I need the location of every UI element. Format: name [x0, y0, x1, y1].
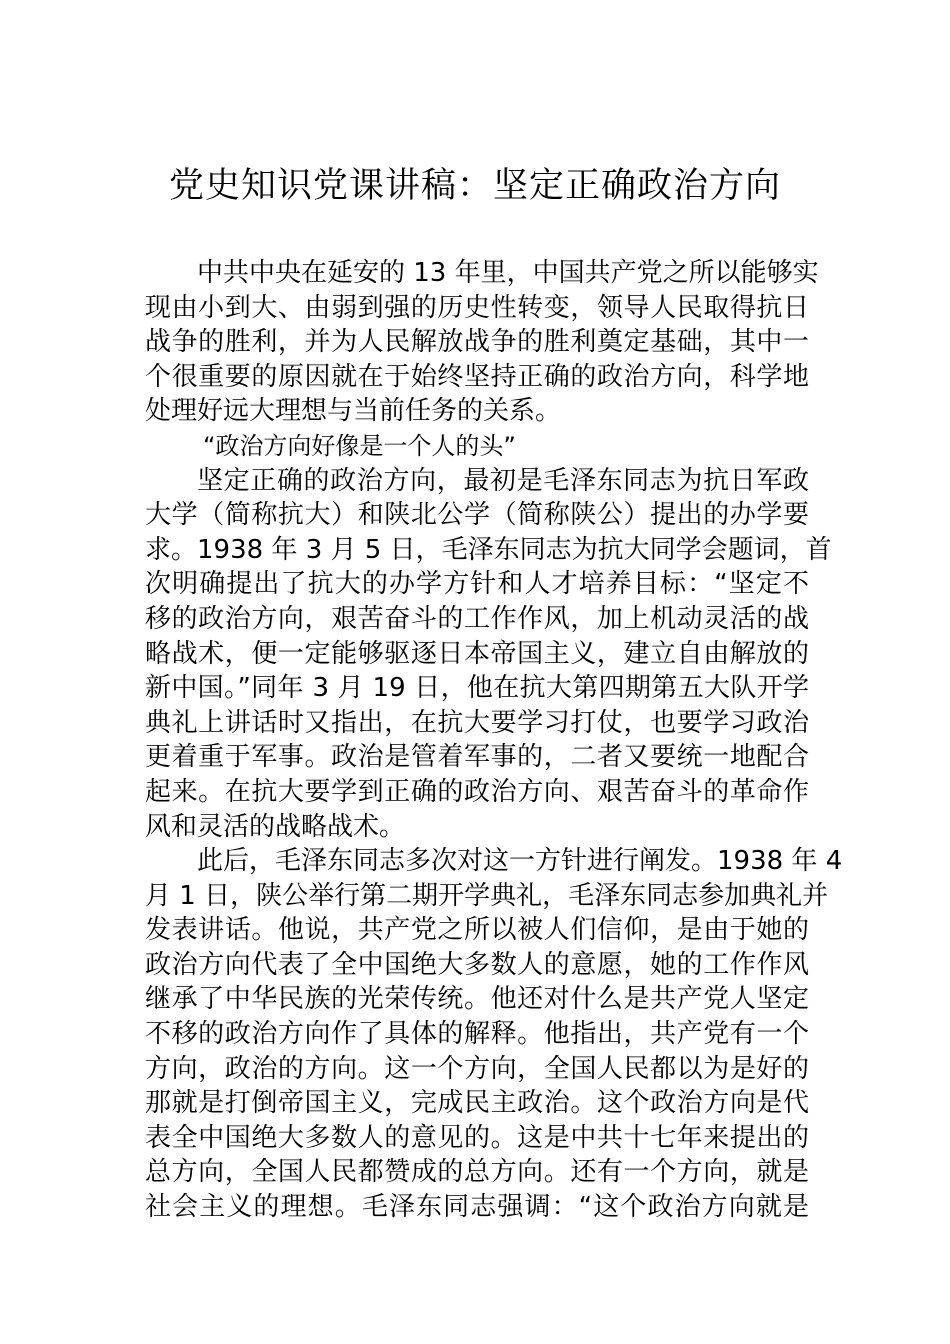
text-line: 总方向，全国人民都赞成的总方向。还有一个方向，就是 — [145, 1157, 809, 1188]
text-line: 政治方向代表了全中国绝大多数人的意愿，她的工作作风 — [145, 949, 809, 980]
text-line: 坚定正确的政治方向，最初是毛泽东同志为抗日军政 — [197, 465, 809, 496]
text-line: 典礼上讲话时又指出，在抗大要学习打仗，也要学习政治 — [145, 707, 809, 738]
text-line: 次明确提出了抗大的办学方针和人才培养目标：“坚定不 — [145, 569, 809, 600]
text-line: 现由小到大、由弱到强的历史性转变，领导人民取得抗日 — [145, 292, 809, 323]
text-line: 社会主义的理想。毛泽东同志强调：“这个政治方向就是 — [145, 1192, 809, 1223]
text-line: 继承了中华民族的光荣传统。他还对什么是共产党人坚定 — [145, 984, 809, 1015]
document-title: 党史知识党课讲稿：坚定正确政治方向 — [168, 166, 781, 206]
text-line: 表全中国绝大多数人的意见的。这是中共十七年来提出的 — [145, 1122, 809, 1153]
text-line: 此后，毛泽东同志多次对这一方针进行阐发。1938 年 4 — [197, 846, 843, 877]
text-line: 不移的政治方向作了具体的解释。他指出，共产党有一个 — [145, 1019, 809, 1050]
text-line: 战争的胜利，并为人民解放战争的胜利奠定基础，其中一 — [145, 327, 809, 358]
text-line: 求。1938 年 3 月 5 日，毛泽东同志为抗大同学会题词，首 — [145, 534, 832, 565]
text-line: 发表讲话。他说，共产党之所以被人们信仰，是由于她的 — [145, 915, 809, 946]
text-line: 处理好远大理想与当前任务的关系。 — [145, 396, 562, 427]
text-line: 新中国。”同年 3 月 19 日，他在抗大第四期第五大队开学 — [145, 673, 809, 704]
text-line: 大学（简称抗大）和陕北公学（简称陕公）提出的办学要 — [145, 500, 809, 531]
text-line: 方向，政治的方向。这一个方向，全国人民都以为是好的 — [145, 1053, 809, 1084]
document-body — [145, 256, 843, 1225]
text-line: 更着重于军事。政治是管着军事的，二者又要统一地配合 — [145, 742, 809, 773]
text-line: 略战术，便一定能够驱逐日本帝国主义，建立自由解放的 — [145, 638, 809, 669]
text-line: 起来。在抗大要学到正确的政治方向、艰苦奋斗的革命作 — [145, 776, 809, 807]
text-line: 风和灵活的战略战术。 — [145, 811, 406, 842]
text-line: 个很重要的原因就在于始终坚持正确的政治方向，科学地 — [145, 361, 809, 392]
text-line: 那就是打倒帝国主义，完成民主政治。这个政治方向是代 — [145, 1088, 809, 1119]
text-line: 移的政治方向，艰苦奋斗的工作作风，加上机动灵活的战 — [145, 603, 809, 634]
text-line: 中共中央在延安的 13 年里，中国共产党之所以能够实 — [197, 258, 819, 288]
text-line: 月 1 日，陕公举行第二期开学典礼，毛泽东同志参加典礼并 — [145, 880, 829, 911]
section-heading: “政治方向好像是一个人的头” — [203, 431, 516, 460]
